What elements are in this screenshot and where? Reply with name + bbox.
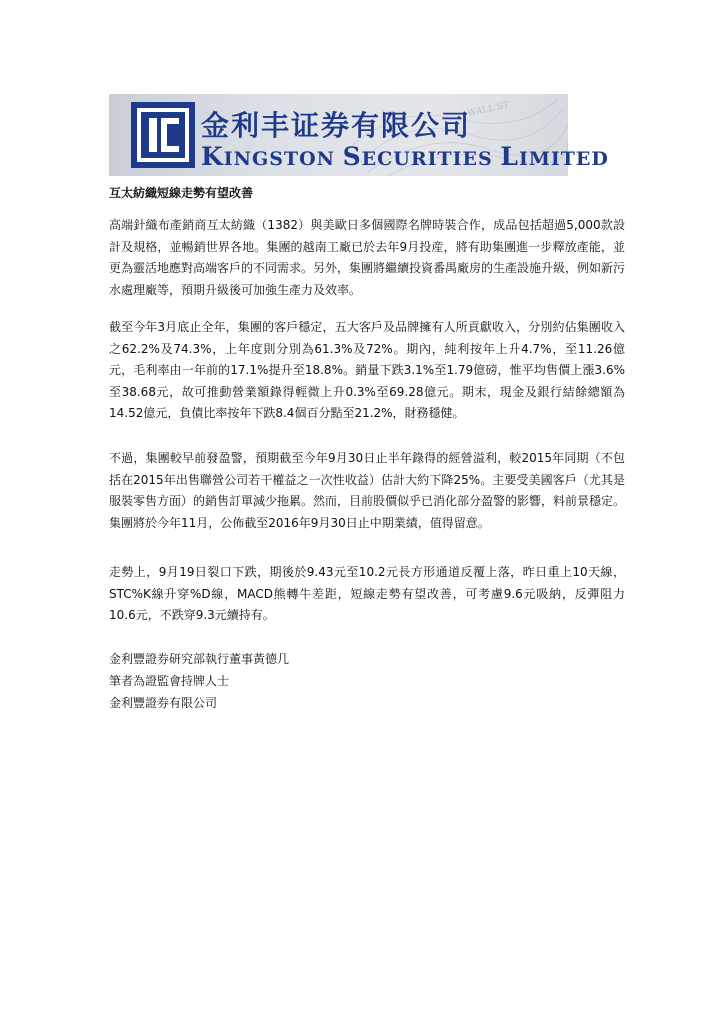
paragraph-intro: 高端針織布產銷商互太紡織（1382）與美歐日多個國際名牌時裝合作，成品包括超過5,000款設計及規格，並暢銷世界各地。集團的越南工廠已於去年9月投産，將有助集團進一步釋放產能，並更為靈活地應對高端客戶的不同需求。另外，集團將繼續投資番禺廠房的生產設施升級，例如新污水處理廠等，預期升級後可加強生產力及效率。 bbox=[109, 218, 626, 297]
kingston-logo-icon bbox=[131, 102, 195, 168]
svg-text:WALL ST: WALL ST bbox=[466, 100, 510, 119]
company-name-english: KINGSTON SECURITIES LIMITED bbox=[201, 142, 609, 171]
license-line: 筆者為證監會持牌人士 bbox=[109, 674, 230, 688]
article-title: 互太紡織短線走勢有望改善 bbox=[109, 186, 254, 200]
author-line: 金利豐證券研究部執行董事黃德几 bbox=[109, 652, 290, 666]
company-name-chinese: 金利丰证券有限公司 bbox=[201, 109, 472, 142]
paragraph-results: 截至今年3月底止全年，集團的客戶穩定，五大客戶及品牌擁有人所貢獻收入，分別約佔集團收入之62.2%及74.3%，上年度則分別為61.3%及72%。期內，純利按年上升4.7%，至11.26億元，毛利率由一年前的17.1%提升至18.8%。銷量下跌3.1%至1.79億磅，惟平均售價上漲3.6%至38.68元，故可推動營業額錄得輕微上升0.3%至69.28億元。期末，現金及銀行結餘總額為14.52億元，負債比率按年下跌8.4個百分點至21.2%，財務穩健。 bbox=[109, 320, 625, 421]
company-banner bbox=[109, 94, 609, 176]
paragraph-profit-warning: 不過，集團較早前發盈警，預期截至今年9月30日止半年錄得的經營溢利，較2015年同期（不包括在2015年出售聯營公司若干權益之一次性收益）估計大約下降25%。主要受美國客戶（尤其是服裝零售方面）的銷售訂單減少拖累。然而，目前股價似乎已消化部分盈警的影響，料前景穩定。集團將於今年11月，公佈截至2016年9月30日止中期業績，值得留意。 bbox=[109, 451, 626, 530]
paragraph-technical-analysis: 走勢上，9月19日裂口下跌，期後於9.43元至10.2元長方形通道反覆上落，昨日重上10天線，STC%K線升穿%D線，MACD熊轉牛差距，短線走勢有望改善，可考慮9.6元吸納，反彈阻力10.6元，不跌穿9.3元續持有。 bbox=[109, 565, 625, 623]
company-line: 金利豐證券有限公司 bbox=[109, 696, 218, 710]
